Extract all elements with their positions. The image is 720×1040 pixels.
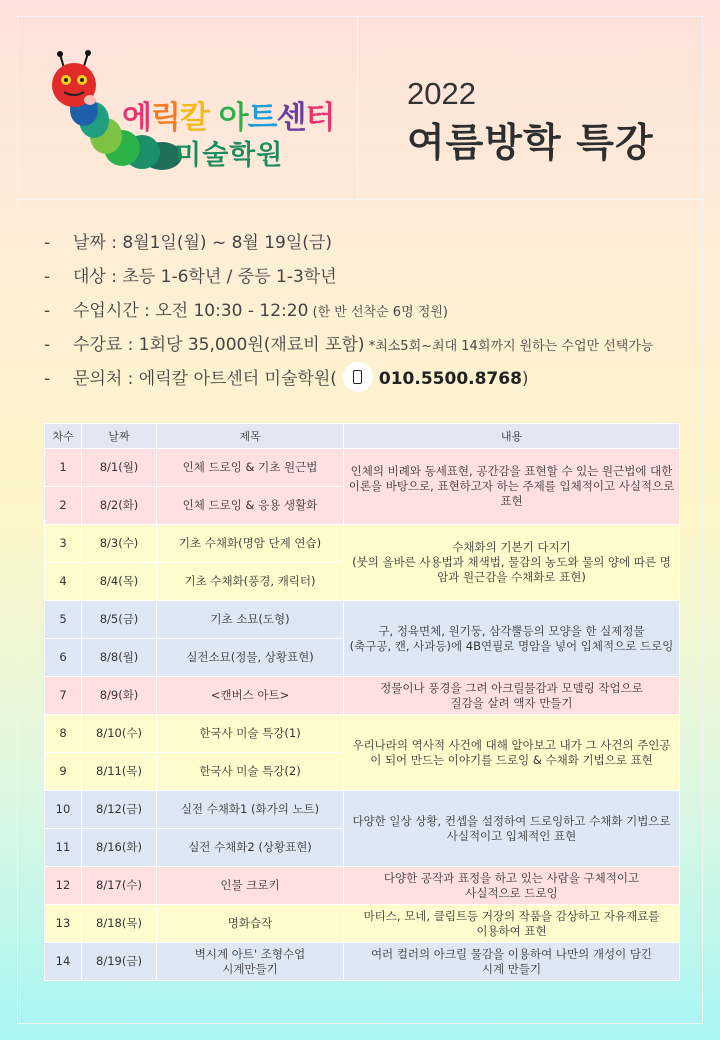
session-number: 13 [45, 905, 82, 943]
logo-char [209, 100, 219, 136]
bullet-dash: - [44, 369, 51, 389]
table-row [45, 715, 680, 753]
session-content: 마티스, 모네, 클림트등 거장의 작품을 감상하고 자유재료를 이용하여 표현 [344, 905, 680, 943]
column-header: 내용 [344, 424, 680, 449]
session-content: 정물이나 풍경을 그려 아크릴물감과 모델링 작업으로 질감을 살려 액자 만들기 [344, 677, 680, 715]
session-date: 8/1(월) [82, 449, 157, 487]
session-number: 2 [45, 487, 82, 525]
session-content: 여러 컬러의 아크릴 물감을 이용하여 나만의 개성이 담긴 시계 만들기 [344, 943, 680, 981]
table-row [45, 867, 680, 905]
bullet-dash: - [44, 267, 51, 287]
session-title: 기초 소묘(도형) [157, 601, 344, 639]
phone-number[interactable]: 010.5500.8768 [378, 369, 522, 389]
table-row [45, 601, 680, 639]
table-row [45, 449, 680, 487]
bullet-dash: - [44, 301, 51, 321]
session-date: 8/4(목) [82, 563, 157, 601]
logo-char: 칼 [179, 100, 209, 136]
header-year: 2022 [407, 76, 476, 111]
session-title: 명화습작 [157, 905, 344, 943]
logo-char: 릭 [150, 100, 180, 136]
info-note: *최소5회~최대 14회까지 원하는 수업만 선택가능 [364, 339, 654, 354]
session-title: 실전소묘(정물, 상황표현) [157, 639, 344, 677]
session-title: 기초 수채화(풍경, 캐릭터) [157, 563, 344, 601]
session-date: 8/9(화) [82, 677, 157, 715]
session-content: 구, 정육면체, 원기둥, 삼각뿔등의 모양을 한 실제정물 (축구공, 캔, 사과등)에 4B연필로 명암을 넣어 입체적으로 드로잉 [344, 601, 680, 677]
logo-char: 터 [305, 100, 335, 136]
logo-char: 에 [122, 100, 151, 136]
session-date: 8/11(목) [82, 753, 157, 791]
session-title: 벽시계 아트' 조형수업 시계만들기 [157, 943, 344, 981]
column-header: 차수 [45, 424, 82, 449]
session-number: 7 [45, 677, 82, 715]
session-title: 인물 크로키 [157, 867, 344, 905]
session-number: 14 [45, 943, 82, 981]
session-number: 10 [45, 791, 82, 829]
logo-char: 아 [218, 100, 248, 136]
info-item [44, 264, 704, 298]
session-date: 8/10(수) [82, 715, 157, 753]
table-row [45, 791, 680, 829]
header-divider [17, 199, 703, 200]
session-date: 8/17(수) [82, 867, 157, 905]
session-title: 기초 수채화(명암 단계 연습) [157, 525, 344, 563]
session-title: 인체 드로잉 & 기초 원근법 [157, 449, 344, 487]
info-item [44, 332, 704, 366]
session-title: 실전 수채화2 (상황표현) [157, 829, 344, 867]
session-number: 6 [45, 639, 82, 677]
info-text: 수업시간 : 오전 10:30 - 12:20 [73, 301, 309, 321]
info-item [44, 366, 704, 400]
session-title: 인체 드로잉 & 응용 생활화 [157, 487, 344, 525]
session-number: 3 [45, 525, 82, 563]
session-date: 8/19(금) [82, 943, 157, 981]
page-title: 여름방학 특강 [407, 121, 654, 166]
session-number: 11 [45, 829, 82, 867]
column-header: 날짜 [82, 424, 157, 449]
table-row [45, 525, 680, 563]
session-content: 인체의 비례와 동세표현, 공간감을 표현할 수 있는 원근법에 대한 이론을 바탕으로, 표현하고자 하는 주제를 입체적이고 사실적으로 표현 [344, 449, 680, 525]
session-content: 우리나라의 역사적 사건에 대해 알아보고 내가 그 사건의 주인공이 되어 만드는 이야기를 드로잉 & 수채화 기법으로 표현 [344, 715, 680, 791]
session-title: <캔버스 아트> [157, 677, 344, 715]
table-row [45, 905, 680, 943]
column-header: 제목 [157, 424, 344, 449]
session-number: 8 [45, 715, 82, 753]
session-date: 8/5(금) [82, 601, 157, 639]
logo-title [122, 92, 334, 137]
session-date: 8/2(화) [82, 487, 157, 525]
info-text: 날짜 : 8월1일(월) ~ 8월 19일(금) [73, 233, 332, 253]
bullet-dash: - [44, 233, 51, 253]
session-number: 12 [45, 867, 82, 905]
header-divider [357, 16, 358, 199]
session-title: 실전 수채화1 (화가의 노트) [157, 791, 344, 829]
session-title: 한국사 미술 특강(1) [157, 715, 344, 753]
bullet-dash: - [44, 335, 51, 355]
info-list [44, 230, 704, 400]
logo-char: 트 [247, 100, 277, 136]
session-content: 다양한 일상 상황, 컨셉을 설정하여 드로잉하고 수채화 기법으로 사실적이고 입체적인 표현 [344, 791, 680, 867]
table-header-row [45, 424, 680, 449]
session-date: 8/12(금) [82, 791, 157, 829]
session-number: 9 [45, 753, 82, 791]
phone-icon [343, 362, 373, 392]
info-note: (한 반 선착순 6명 정원) [308, 305, 448, 320]
schedule-table [44, 423, 680, 981]
session-number: 4 [45, 563, 82, 601]
table-row [45, 677, 680, 715]
contact-close: ) [521, 369, 529, 389]
session-number: 5 [45, 601, 82, 639]
session-content: 수채화의 기본기 다지기 (붓의 올바른 사용법과 채색법, 물감의 농도와 물의 양에 따른 명암과 원근감을 수채화로 표현) [344, 525, 680, 601]
info-text: 문의처 : 에릭칼 아트센터 미술학원( [73, 369, 337, 389]
session-number: 1 [45, 449, 82, 487]
session-title: 한국사 미술 특강(2) [157, 753, 344, 791]
table-row [45, 943, 680, 981]
session-date: 8/3(수) [82, 525, 157, 563]
session-date: 8/18(목) [82, 905, 157, 943]
info-item [44, 298, 704, 332]
session-date: 8/16(화) [82, 829, 157, 867]
info-item [44, 230, 704, 264]
info-text: 수강료 : 1회당 35,000원(재료비 포함) [73, 335, 365, 355]
session-date: 8/8(월) [82, 639, 157, 677]
logo-subtitle: 미술학원 [175, 140, 284, 171]
session-content: 다양한 공작과 표정을 하고 있는 사람을 구체적이고 사실적으로 드로잉 [344, 867, 680, 905]
logo-char: 센 [276, 100, 306, 136]
info-text: 대상 : 초등 1-6학년 / 중등 1-3학년 [73, 267, 337, 287]
